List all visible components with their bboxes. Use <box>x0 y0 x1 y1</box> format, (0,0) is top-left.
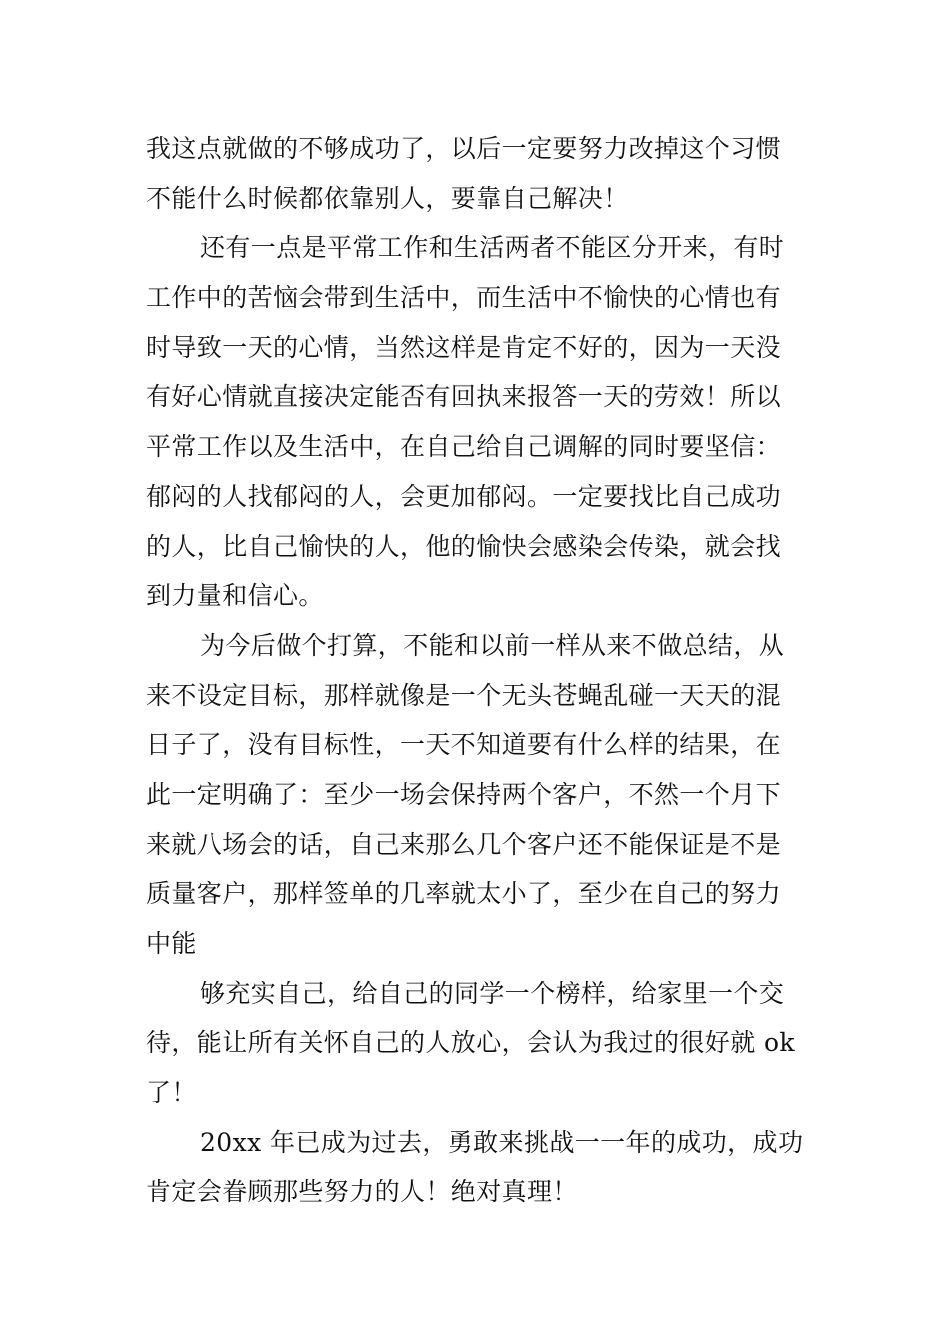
text-line: 平常工作以及生活中，在自己给自己调解的同时要坚信： <box>146 432 782 462</box>
text-line: 此一定明确了：至少一场会保持两个客户，不然一个月下 <box>146 779 782 809</box>
text-line: 肯定会眷顾那些努力的人！绝对真理！ <box>146 1177 578 1207</box>
paragraph-2 <box>146 223 808 621</box>
text-line: 的人，比自己愉快的人，他的愉快会感染会传染，就会找 <box>146 531 782 561</box>
paragraph-4 <box>146 969 808 1118</box>
text-line: 到力量和信心。 <box>146 581 324 611</box>
text-line: 为今后做个打算，不能和以前一样从来不做总结，从 <box>200 630 785 660</box>
text-line: 工作中的苦恼会带到生活中，而生活中不愉快的心情也有 <box>146 283 782 313</box>
text-line: 不能什么时候都依靠别人，要靠自己解决！ <box>146 183 629 213</box>
paragraph-5 <box>146 1118 808 1217</box>
text-line: 质量客户，那样签单的几率就太小了，至少在自己的努力 <box>146 879 782 909</box>
text-line: 够充实自己，给自己的同学一个榜样，给家里一个交 <box>200 978 785 1008</box>
text-line: 郁闷的人找郁闷的人，会更加郁闷。一定要找比自己成功 <box>146 481 782 511</box>
text-line: 时导致一天的心情，当然这样是肯定不好的，因为一天没 <box>146 332 782 362</box>
text-line: 日子了，没有目标性，一天不知道要有什么样的结果，在 <box>146 730 782 760</box>
text-line: 来不设定目标，那样就像是一个无头苍蝇乱碰一天天的混 <box>146 680 782 710</box>
text-line: 待，能让所有关怀自己的人放心，会认为我过的很好就 ok <box>146 1028 795 1058</box>
text-line: 了！ <box>146 1078 197 1108</box>
text-line: 有好心情就直接决定能否有回执来报答一天的劳效！所以 <box>146 382 782 412</box>
text-line: 中能 <box>146 929 197 958</box>
text-line: 我这点就做的不够成功了，以后一定要努力改掉这个习惯 <box>146 134 782 163</box>
text-line: 20xx 年已成为过去，勇敢来挑战一一年的成功，成功 <box>200 1127 804 1157</box>
document-body <box>146 124 808 1217</box>
paragraph-3 <box>146 621 808 969</box>
paragraph-1 <box>146 124 808 223</box>
text-line: 还有一点是平常工作和生活两者不能区分开来，有时 <box>200 233 785 263</box>
text-line: 来就八场会的话，自己来那么几个客户还不能保证是不是 <box>146 829 782 859</box>
